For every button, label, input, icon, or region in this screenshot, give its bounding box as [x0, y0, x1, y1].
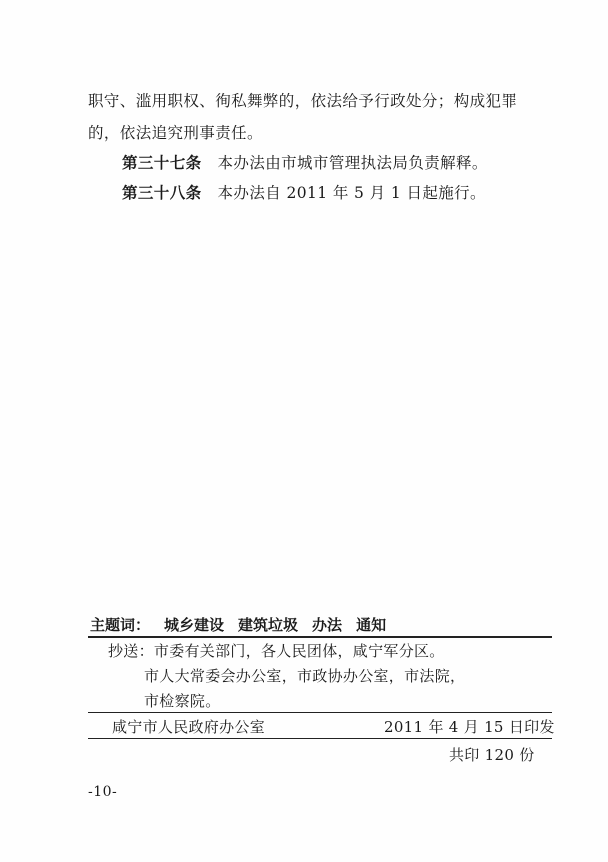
- page-number: -10-: [88, 784, 118, 800]
- article-38-title: 第三十八条: [122, 184, 202, 202]
- keyword-item: 城乡建设: [164, 616, 225, 634]
- keyword-item: 办法: [312, 616, 343, 634]
- article-37-text: 本办法由市城市管理执法局负责解释。: [217, 154, 488, 172]
- distribution-line-1: [108, 640, 445, 661]
- article-37-title: 第三十七条: [122, 154, 202, 172]
- keyword-item: 建筑垃圾: [238, 616, 299, 634]
- distribution-line-2: 市人大常委会办公室，市政协办公室，市法院，: [144, 667, 466, 685]
- keywords-divider: [88, 636, 552, 638]
- distribution-line-3: 市检察院。: [144, 692, 221, 710]
- keywords-label: 主题词：: [90, 616, 151, 634]
- print-copies: 共印 120 份: [449, 746, 535, 764]
- article-37: [122, 148, 488, 179]
- distribution-divider: [88, 712, 552, 713]
- body-line-1: 职守、滥用职权、徇私舞弊的，依法给予行政处分；构成犯罪: [88, 92, 518, 110]
- print-date: 2011 年 4 月 15 日印发: [384, 718, 555, 736]
- subject-keywords: [90, 614, 386, 635]
- issuer-divider: [88, 738, 552, 739]
- keyword-item: 通知: [356, 616, 387, 634]
- distribution-label: 抄送：: [108, 642, 154, 660]
- article-38: [122, 178, 486, 209]
- article-38-text: 本办法自 2011 年 5 月 1 日起施行。: [217, 184, 486, 202]
- distribution-recipients-1: 市委有关部门，各人民团体，咸宁军分区。: [153, 642, 445, 660]
- issuing-office: 咸宁市人民政府办公室: [112, 718, 266, 736]
- body-line-2: 的，依法追究刑事责任。: [88, 124, 263, 142]
